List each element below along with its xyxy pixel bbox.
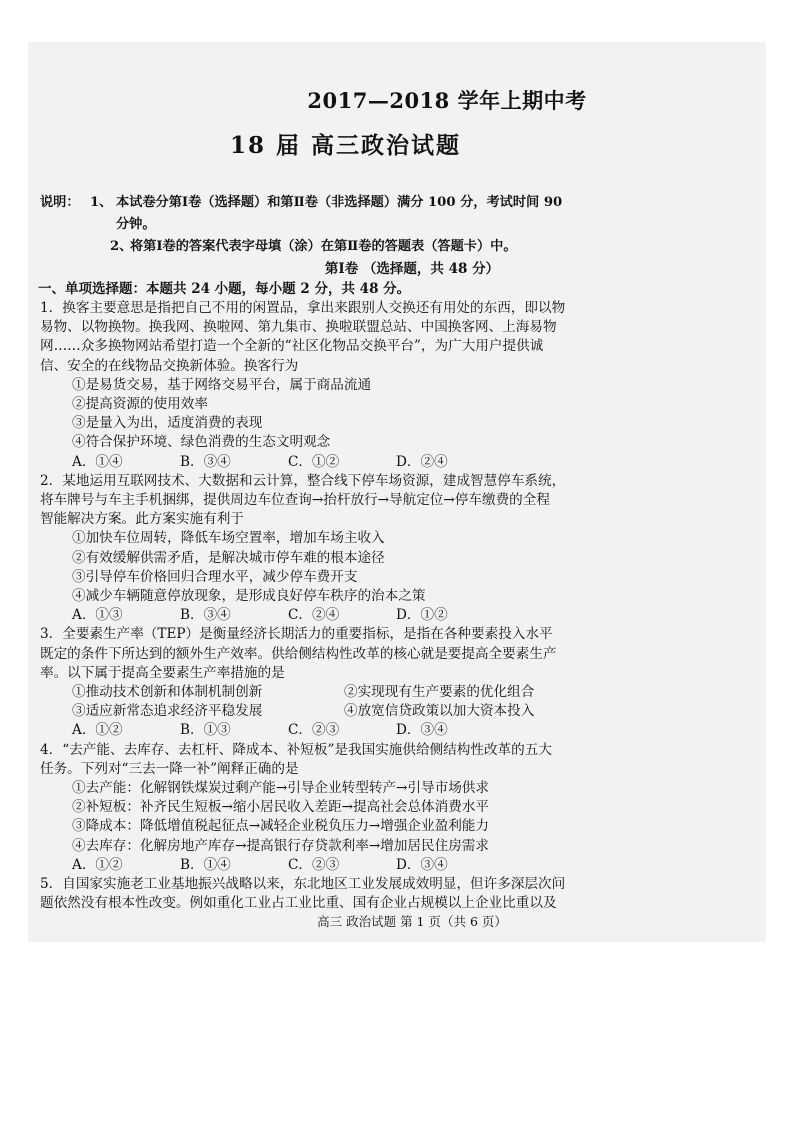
statement-option: ②提高资源的使用效率 <box>72 396 208 413</box>
choice-a: A．①② <box>72 856 123 873</box>
choice-a: A．①③ <box>72 607 123 624</box>
choice-c: C．②④ <box>288 607 340 624</box>
choice-d: D．③④ <box>396 856 448 873</box>
question-4 <box>40 741 742 875</box>
instruction-text: 本试卷分第Ⅰ卷（选择题）和第Ⅱ卷（非选择题）满分 100 分，考试时间 90 <box>116 195 563 210</box>
choice-c: C．②③ <box>288 856 340 873</box>
question-stem-line: 智能解决方案。此方案实施有利于 <box>40 511 244 528</box>
statement-option: ①去产能：化解钢铁煤炭过剩产能→引导企业转型转产→引导市场供求 <box>72 780 489 797</box>
statement-option: ②有效缓解供需矛盾，是解决城市停车难的根本途径 <box>72 549 385 566</box>
statement-option: ③是量入为出，适度消费的表现 <box>72 415 263 432</box>
choice-c: C．②③ <box>288 722 340 739</box>
statement-option: ④放宽信贷政策以加大资本投入 <box>344 703 535 720</box>
question-stem-line: 任务。下列对“三去一降一补”阐释正确的是 <box>40 760 299 777</box>
instructions <box>40 192 742 258</box>
exam-page <box>38 85 742 914</box>
page-footer: 高三 政治试题 第 1 页（共 6 页） <box>317 914 507 929</box>
statement-option: ③适应新常态追求经济平稳发展 <box>72 703 263 720</box>
statement-option: ③降成本：降低增值税起征点→减轻企业税负压力→增强企业盈利能力 <box>72 818 489 835</box>
statement-option-row <box>62 702 742 721</box>
instructions-label: 说明： <box>40 195 80 210</box>
answer-choices <box>62 721 742 740</box>
question-stem-line: 网……众多换物网站希望打造一个全新的“社区化物品交换平台”，为广大用户提供诚 <box>40 338 544 355</box>
statement-option: ①推动技术创新和体制机制创新 <box>72 684 263 701</box>
question-stem-line: 信、安全的在线物品交换新体验。换客行为 <box>40 357 299 374</box>
choice-d: D．①② <box>396 607 448 624</box>
instruction-text: 分钟。 <box>116 217 156 232</box>
exam-subtitle: 18 届 高三政治试题 <box>230 132 462 159</box>
statement-option: ①加快车位周转，降低车场空置率，增加车场主收入 <box>72 530 385 547</box>
statement-option: ④减少车辆随意停放现象，是形成良好停车秩序的治本之策 <box>72 588 426 605</box>
question-stem-line: 1．换客主要意思是指把自己不用的闲置品，拿出来跟别人交换还有用处的东西，即以物 <box>40 300 566 316</box>
instruction-number: 1、 <box>90 195 113 210</box>
answer-choices <box>62 856 742 875</box>
exam-title: 2017—2018 学年上期中考 <box>307 88 587 113</box>
question-1 <box>40 299 742 472</box>
volume-heading: 第Ⅰ卷 （选择题，共 48 分） <box>324 261 500 277</box>
question-stem-line: 4．“去产能、去库存、去杠杆、降成本、补短板”是我国实施供给侧结构性改革的五大 <box>40 741 552 758</box>
section-heading: 一、单项选择题：本题共 24 小题，每小题 2 分，共 48 分。 <box>38 281 411 297</box>
choice-b: B．①④ <box>180 856 231 873</box>
question-stem-line: 既定的条件下所达到的额外生产效率。供给侧结构性改革的核心就是要提高全要素生产 <box>40 645 557 662</box>
choice-b: B．③④ <box>180 453 231 470</box>
question-stem-line: 2．某地运用互联网技术、大数据和云计算，整合线下停车场资源，建成智慧停车系统， <box>40 472 566 489</box>
instruction-number: 2、 <box>110 239 133 254</box>
question-stem-line: 易物、以物换物。换我网、换啦网、第九集市、换啦联盟总站、中国换客网、上海易物 <box>40 319 557 336</box>
question-stem-line: 率。以下属于提高全要素生产率措施的是 <box>40 664 285 681</box>
question-5 <box>40 875 742 913</box>
instruction-text: 将第Ⅰ卷的答案代表字母填（涂）在第Ⅱ卷的答题表（答题卡）中。 <box>130 239 517 254</box>
answer-choices <box>62 606 742 625</box>
answer-choices <box>62 453 742 472</box>
statement-option: ④去库存：化解房地产库存→提高银行存贷款利率→增加居民住房需求 <box>72 837 489 854</box>
question-stem-line: 将车牌号与车主手机捆绑，提供周边车位查询→抬杆放行→导航定位→停车缴费的全程 <box>40 492 550 509</box>
statement-option: ①是易货交易，基于网络交易平台，属于商品流通 <box>72 376 372 393</box>
choice-b: B．①③ <box>180 722 231 739</box>
statement-option: ②实现现有生产要素的优化组合 <box>344 684 535 701</box>
question-3 <box>40 625 742 740</box>
question-stem-line: 题依然没有根本性改变。例如重化工业占工业比重、国有企业占规模以上企业比重以及 <box>40 895 557 912</box>
choice-a: A．①② <box>72 722 123 739</box>
statement-option: ②补短板：补齐民生短板→缩小居民收入差距→提高社会总体消费水平 <box>72 799 489 816</box>
question-2 <box>40 472 742 626</box>
statement-option-row <box>62 683 742 702</box>
choice-c: C．①② <box>288 453 340 470</box>
choice-d: D．②④ <box>396 453 448 470</box>
question-stem-line: 5．自国家实施老工业基地振兴战略以来，东北地区工业发展成效明显，但许多深层次问 <box>40 876 566 893</box>
choice-b: B．③④ <box>180 607 231 624</box>
choice-a: A．①④ <box>72 453 123 470</box>
question-stem-line: 3．全要素生产率（TEP）是衡量经济长期活力的重要指标，是指在各种要素投入水平 <box>40 626 553 643</box>
statement-option: ③引导停车价格回归合理水平，减少停车费开支 <box>72 568 358 585</box>
choice-d: D．③④ <box>396 722 448 739</box>
statement-option: ④符合保护环境、绿色消费的生态文明观念 <box>72 434 331 451</box>
